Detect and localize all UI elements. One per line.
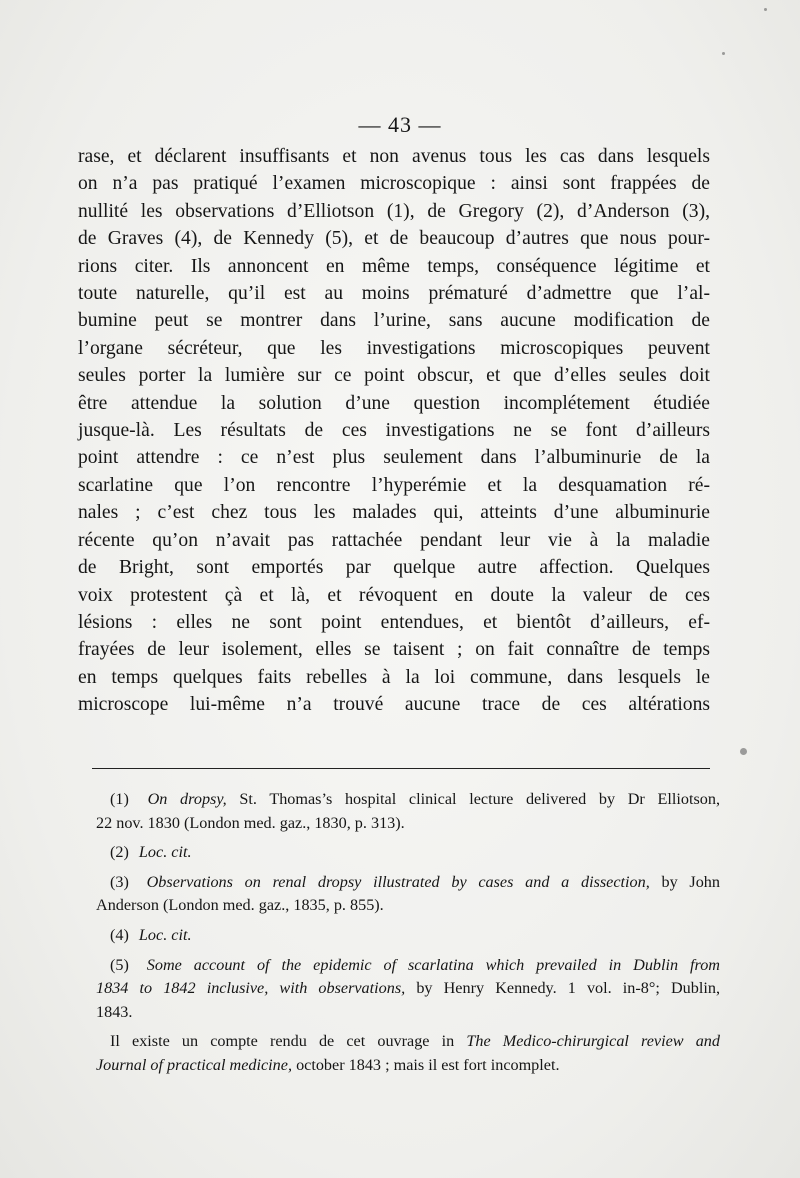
body-line: de Graves (4), de Kennedy (5), et de beaucoup d’autres que nous pour- (78, 228, 710, 250)
page-number: — 43 — (358, 112, 442, 137)
footnotes (96, 788, 720, 1084)
footnote-title: Journal of practical medicine, (96, 1055, 293, 1074)
body-line: toute naturelle, qu’il est au moins prématuré d’admettre que l’al- (78, 283, 710, 305)
footnote-text: Loc. cit. (138, 843, 192, 862)
footnote-title: 1834 to 1842 inclusive, with observations, (96, 979, 406, 998)
footnote-text: Il existe un compte rendu de cet ouvrage in (110, 1032, 455, 1051)
footnote-title: Some account of the epidemic of scarlatina which prevailed in Dublin from (146, 955, 720, 974)
footnote-text: Anderson (London med. gaz., 1835, p. 855). (96, 896, 384, 915)
footnote-5 (96, 954, 720, 1025)
footnote-title: The Medico-chirurgical review and (466, 1032, 720, 1051)
body-line: nales ; c’est chez tous les malades qui, atteints d’une albuminurie (78, 502, 710, 524)
body-line: voix protestent çà et là, et révoquent en doute la valeur de ces (78, 584, 710, 606)
footnote-number: (4) (110, 925, 129, 944)
body-line: récente qu’on n’avait pas rattachée pendant leur vie à la maladie (78, 529, 710, 551)
body-line: rions citer. Ils annoncent en même temps, conséquence légitime et (78, 255, 710, 277)
body-line: on n’a pas pratiqué l’examen microscopique : ainsi sont frappées de (78, 173, 710, 195)
footnote-2 (96, 841, 720, 865)
footnote-divider (92, 768, 710, 769)
scan-speck (764, 8, 767, 11)
footnote-remark (96, 1030, 720, 1077)
footnote-text: 22 nov. 1830 (London med. gaz., 1830, p. 313). (96, 813, 405, 832)
footnote-4 (96, 924, 720, 948)
footnote-text: by John (661, 872, 720, 891)
footnote-number: (1) (110, 790, 129, 808)
footnote-1 (96, 788, 720, 835)
body-line: point attendre : ce n’est plus seulement dans l’albuminurie de la (78, 447, 710, 469)
footnote-title: Observations on renal dropsy illustrated by cases and a dissection, (146, 872, 650, 891)
body-line: scarlatine que l’on rencontre l’hyperémie et la desquamation ré- (78, 474, 710, 496)
footnote-text: St. Thomas’s hospital clinical lecture delivered by Dr Elliotson, (239, 790, 721, 808)
footnote-text: october 1843 ; mais il est fort incomplet. (296, 1055, 560, 1074)
footnote-title: On dropsy, (147, 790, 227, 808)
body-paragraph (78, 143, 710, 719)
body-line: l’organe sécréteur, que les investigations microscopiques peuvent (78, 337, 710, 359)
scan-speck (722, 52, 725, 55)
body-line: jusque-là. Les résultats de ces investigations ne se font d’ailleurs (78, 420, 710, 442)
scan-speck (740, 748, 747, 755)
body-line: frayées de leur isolement, elles se taisent ; on fait connaître de temps (78, 639, 710, 661)
body-line: rase, et déclarent insuffisants et non avenus tous les cas dans lesquels (78, 146, 710, 167)
body-line: être attendue la solution d’une question incomplétement étudiée (78, 392, 710, 414)
body-line: en temps quelques faits rebelles à la loi commune, dans lesquels le (78, 666, 710, 688)
footnote-number: (5) (110, 955, 129, 974)
footnote-text: by Henry Kennedy. 1 vol. in-8°; Dublin, (416, 979, 720, 998)
footnote-text: 1843. (96, 1002, 133, 1021)
body-line: seules porter la lumière sur ce point obscur, et que d’elles seules doit (78, 365, 710, 387)
body-line: nullité les observations d’Elliotson (1), de Gregory (2), d’Anderson (3), (78, 200, 710, 222)
body-line: lésions : elles ne sont point entendues, et bientôt d’ailleurs, ef- (78, 611, 710, 633)
body-line: de Bright, sont emportés par quelque autre affection. Quelques (78, 557, 710, 579)
footnote-number: (3) (110, 872, 129, 891)
footnote-3 (96, 871, 720, 918)
body-line: microscope lui-même n’a trouvé aucune trace de ces altérations (78, 694, 710, 716)
footnote-text: Loc. cit. (138, 925, 192, 944)
body-line: bumine peut se montrer dans l’urine, sans aucune modification de (78, 310, 710, 332)
footnote-number: (2) (110, 843, 129, 862)
